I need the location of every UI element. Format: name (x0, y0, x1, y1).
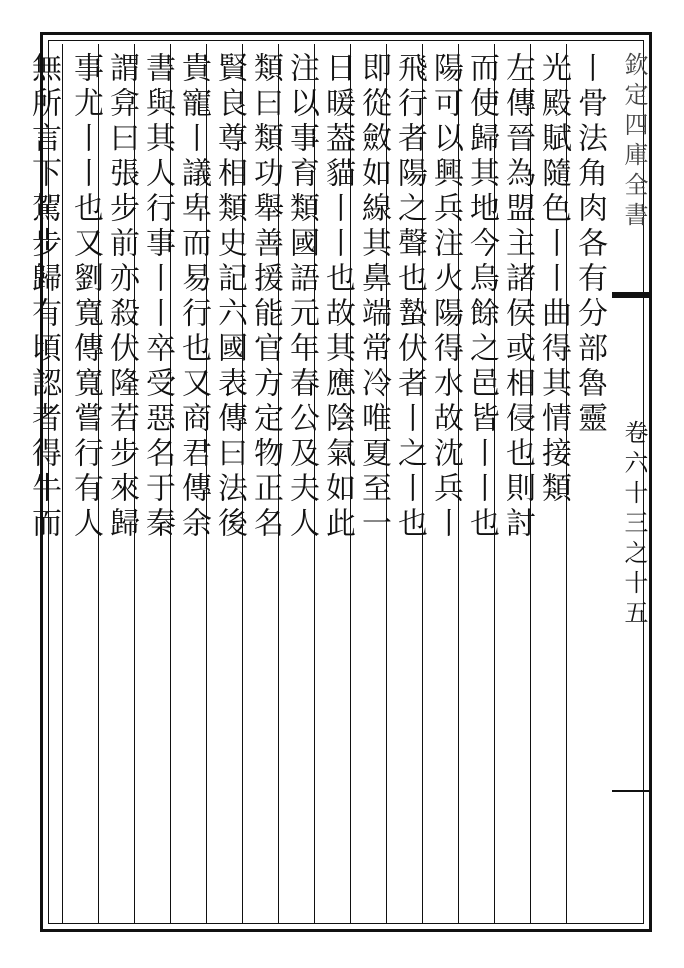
text-column-5: 陽可以興兵注火陽得水故沈兵丨 (428, 52, 463, 542)
volume-label: 卷六十三之十五 (620, 420, 648, 630)
text-column-9: 注以事育類國語元年春公及夫人 (284, 52, 319, 542)
text-column-2: 光殿賦隨色丨丨曲得其情接類 (536, 52, 571, 507)
fish-tail-mark-bottom (612, 790, 652, 792)
text-column-7: 即從斂如線其鼻端常冷唯夏至一 (356, 52, 391, 542)
book-title: 欽定四庫全書 (620, 52, 648, 232)
text-column-6: 飛行者陽之聲也蟄伏者丨之丨也 (392, 52, 427, 542)
text-column-11: 賢良尊相類史記六國表傳曰法後 (212, 52, 247, 542)
text-column-15: 事尤丨丨也又劉寬傳寬嘗行有人 (68, 52, 103, 542)
text-column-8: 日暖葢貓丨丨也故其應陰氣如此 (320, 52, 355, 542)
text-column-10: 類曰類功舉善援能官方定物正名 (248, 52, 283, 542)
page-margin-label (616, 52, 652, 932)
text-column-14: 謂弇曰張步前亦殺伏隆若步來歸 (104, 52, 139, 542)
text-column-13: 書與其人行事丨丨卒受惡名于秦 (140, 52, 175, 542)
text-column-4: 而使歸其地今烏餘之邑皆丨丨也 (464, 52, 499, 542)
text-column-16: 無所言下駕步歸有頃認者得牛而 (26, 52, 61, 542)
fish-tail-mark-top (612, 292, 652, 298)
text-column-3: 左傳晉為盟主諸侯或相侵也則討 (500, 52, 535, 542)
text-column-12: 貴寵丨議卑而易行也又商君傳余 (176, 52, 211, 542)
column-divider (62, 44, 63, 924)
text-column-1: 丨骨法角肉各有分部魯靈 (572, 52, 607, 437)
